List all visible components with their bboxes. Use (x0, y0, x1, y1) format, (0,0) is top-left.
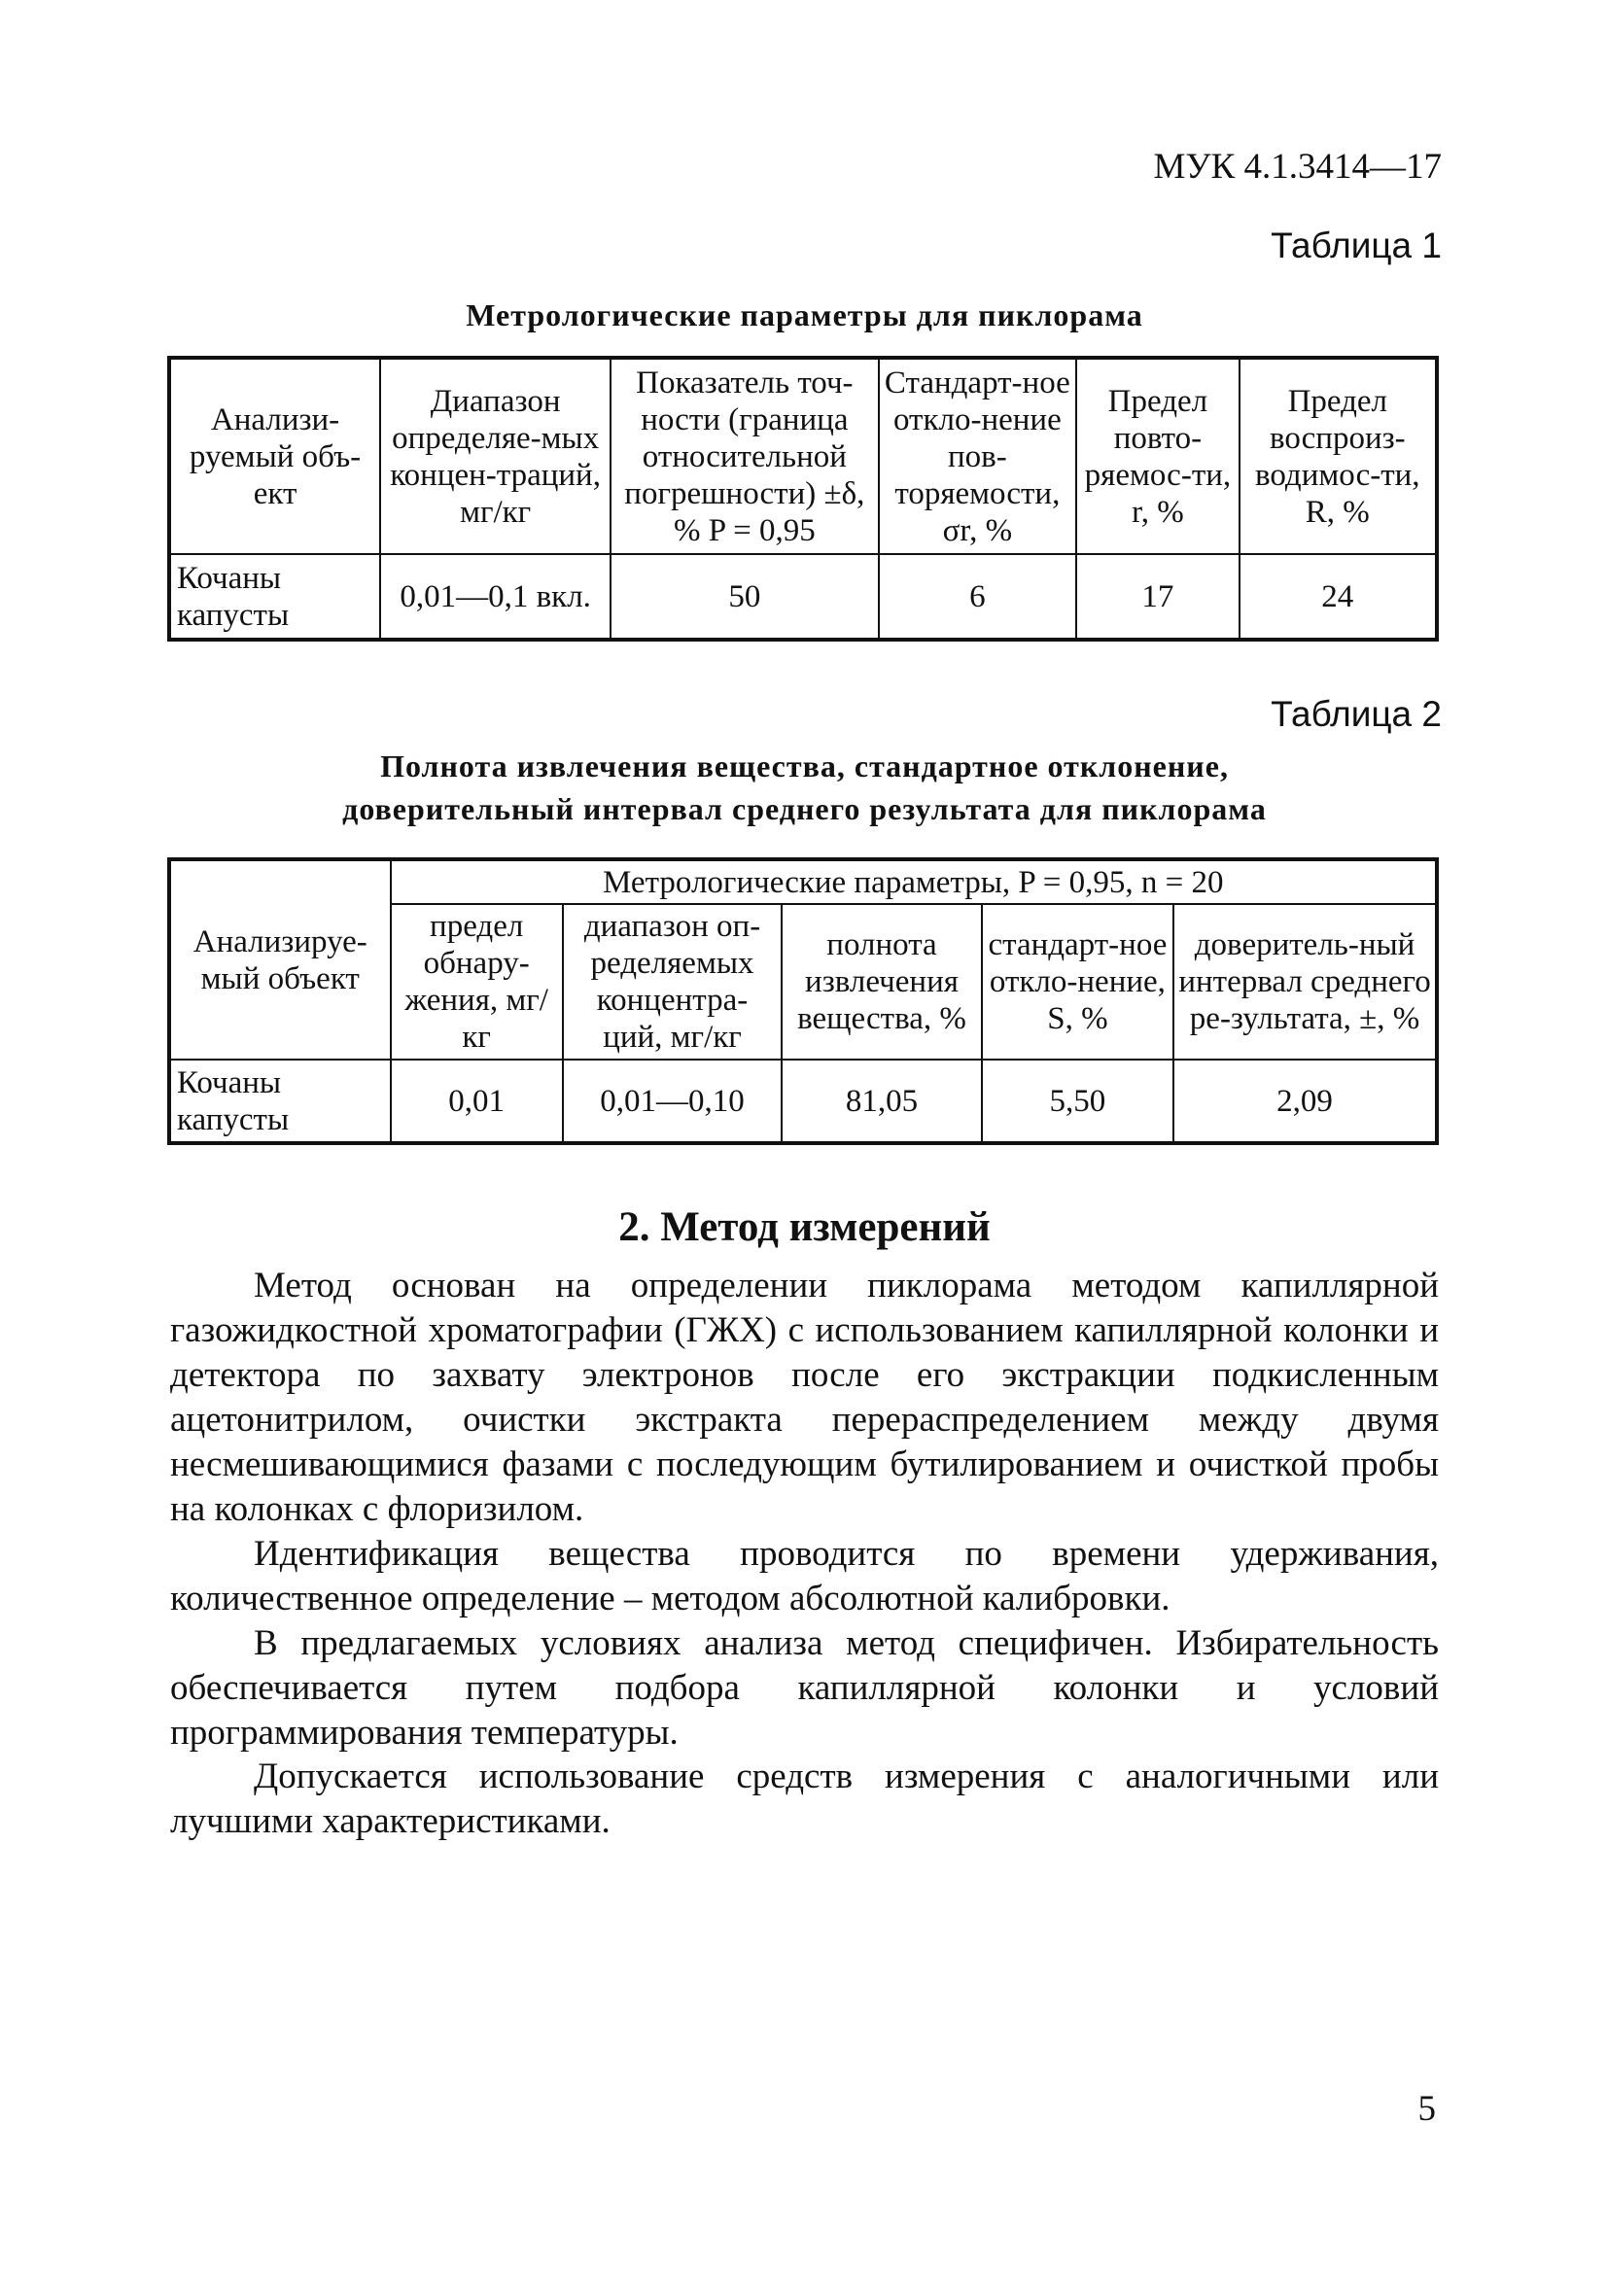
table2-header-object: Анализируе-мый объект (169, 859, 391, 1060)
paragraph: Допускается использование средств измерения с аналогичными или лучшими характеристиками. (170, 1757, 1439, 1841)
table2-title-line2: доверительный интервал среднего результата для пиклорама (342, 791, 1267, 826)
table1-header-object: Анализи-руемый объ-ект (169, 358, 380, 554)
table2-cell-detection-limit: 0,01 (391, 1060, 563, 1143)
page-number: 5 (1417, 2089, 1436, 2129)
table1-cell-accuracy: 50 (611, 554, 878, 640)
table1-title: Метрологические параметры для пиклорама (466, 297, 1143, 332)
table2-title-line1: Полнота извлечения вещества, стандартное отклонение, (380, 748, 1229, 783)
table-row (169, 1060, 1437, 1143)
table1-cell-range: 0,01—0,1 вкл. (380, 554, 611, 640)
document-code: МУК 4.1.3414—17 (1153, 147, 1442, 187)
table2-header-std-dev: стандарт-ное откло-нение, S, % (982, 904, 1173, 1060)
table1-cell-object: Кочаны капусты (169, 554, 380, 640)
table2-header-recovery: полнота извлечения вещества, % (782, 904, 982, 1060)
table2 (167, 857, 1439, 1145)
table1-header-row (169, 358, 1437, 554)
table2-header-detection-limit: предел обнару-жения, мг/кг (391, 904, 563, 1060)
table2-cell-range: 0,01—0,10 (563, 1060, 782, 1143)
table1 (167, 356, 1439, 642)
table1-header-range: Диапазон определяе-мых концен-траций, мг/кг (380, 358, 611, 554)
table2-cell-recovery: 81,05 (782, 1060, 982, 1143)
table2-header-range: диапазон оп-ределяемых концентра-ций, мг/кг (563, 904, 782, 1060)
table1-cell-std-dev: 6 (879, 554, 1077, 640)
table1-header-repeatability: Предел повто-ряемос-ти, r, % (1076, 358, 1239, 554)
paragraph: Метод основан на определении пиклорама методом капиллярной газожидкостной хроматографии (ГЖХ) с использованием капиллярной колонки и детектора по захвату электронов после его экстракции подкисленным ацетонитрилом, очистки экстракта перераспределением между двумя несмешивающимися фазами с последующим бутилированием и очисткой пробы на колонках с флоризилом. (170, 1266, 1439, 1529)
table2-cell-object: Кочаны капусты (169, 1060, 391, 1143)
table1-label: Таблица 1 (1271, 226, 1442, 265)
paragraph: Идентификация вещества проводится по времени удерживания, количественное определение – методом абсолютной калибровки. (170, 1534, 1439, 1618)
table2-label: Таблица 2 (1271, 694, 1442, 734)
section-title: 2. Метод измерений (618, 1204, 991, 1250)
table2-cell-std-dev: 5,50 (982, 1060, 1173, 1143)
table2-header-confidence: доверитель-ный интервал среднего ре-зультата, ±, % (1173, 904, 1437, 1060)
table1-header-reproducibility: Предел воспроиз-водимос-ти, R, % (1240, 358, 1437, 554)
table1-cell-reproducibility: 24 (1240, 554, 1437, 640)
table1-cell-repeatability: 17 (1076, 554, 1239, 640)
table-row (169, 554, 1437, 640)
table1-header-std-dev: Стандарт-ное откло-нение пов-торяемости, σr, % (879, 358, 1077, 554)
table1-header-accuracy: Показатель точ-ности (граница относительной погрешности) ±δ, % P = 0,95 (611, 358, 878, 554)
table2-cell-confidence: 2,09 (1173, 1060, 1437, 1143)
table2-header-group-row (169, 859, 1437, 904)
table2-header-group: Метрологические параметры, P = 0,95, n = 20 (391, 859, 1437, 904)
paragraph: В предлагаемых условиях анализа метод специфичен. Избирательность обеспечивается путем подбора капиллярной колонки и условий программирования температуры. (170, 1623, 1439, 1753)
